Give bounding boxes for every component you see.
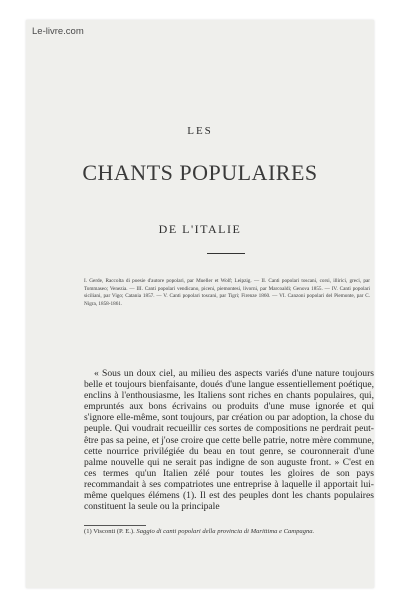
footnote-divider [84, 525, 146, 526]
body-paragraph: « Sous un doux ciel, au milieu des aspects variés d'une nature toujours belle et toujours bienfaisante, doués d'une langue essentiellement poétique, enclins à l'enthousiasme, les Italiens sont riches en chants populaires, qui, empruntés aux bons écrivains ou produits d'une muse ignorée et qui s'ignore elle-même, sont toujours, par création ou par adoption, la chose du peuple. Qui voudrait recueillir ces sortes de compositions ne perdrait peut-être pas sa peine, et j'ose croire que cette belle patrie, notre mère commune, cette nourrice privilégiée du beau en tout genre, se couronnerait d'une palme nouvelle qui ne serait pas indigne de son auguste front. » C'est en ces termes qu'un Italien zélé pour toutes les gloires de son pays recommandait à ses compatriotes une entreprise à laquelle il apportait lui-même quelques élémens (1). Il est des peuples dont les chants populaires constituent la seule ou la principale [84, 368, 374, 513]
title-subtitle: DE L'ITALIE [158, 222, 242, 236]
footnote [84, 528, 374, 537]
body-text [84, 368, 374, 512]
document-page [26, 20, 374, 588]
footnote-marker: (1) Visconti (P. E.). [84, 528, 135, 535]
title-divider [207, 253, 245, 254]
footnote-title: Saggio di canti popolari della provincia di Marittima e Campagna. [136, 528, 315, 535]
references-list: I. Gerde, Raccolta di poesie d'autore popolari, par Mueller et Wolf; Leipzig. — II. Canti popolari toscani, corsi, illirici, greci, par Tommaseo; Venezia. — III. Canti popolari vendicano, piceni, piemontesi, livorni, par Marcoaldi; Genova 1855. — IV. Canti popolari siciliani, par Vigo; Catania 1857. — V. Canti popolari toscani, par Tigri; Firenze 1860. — VI. Canzoni popolari del Piemonte, par C. Nigra, 1858-1861. [84, 278, 370, 307]
page-title: CHANTS POPULAIRES [82, 160, 318, 185]
title-prefix: LES [187, 125, 213, 137]
watermark: Le-livre.com [32, 26, 84, 37]
